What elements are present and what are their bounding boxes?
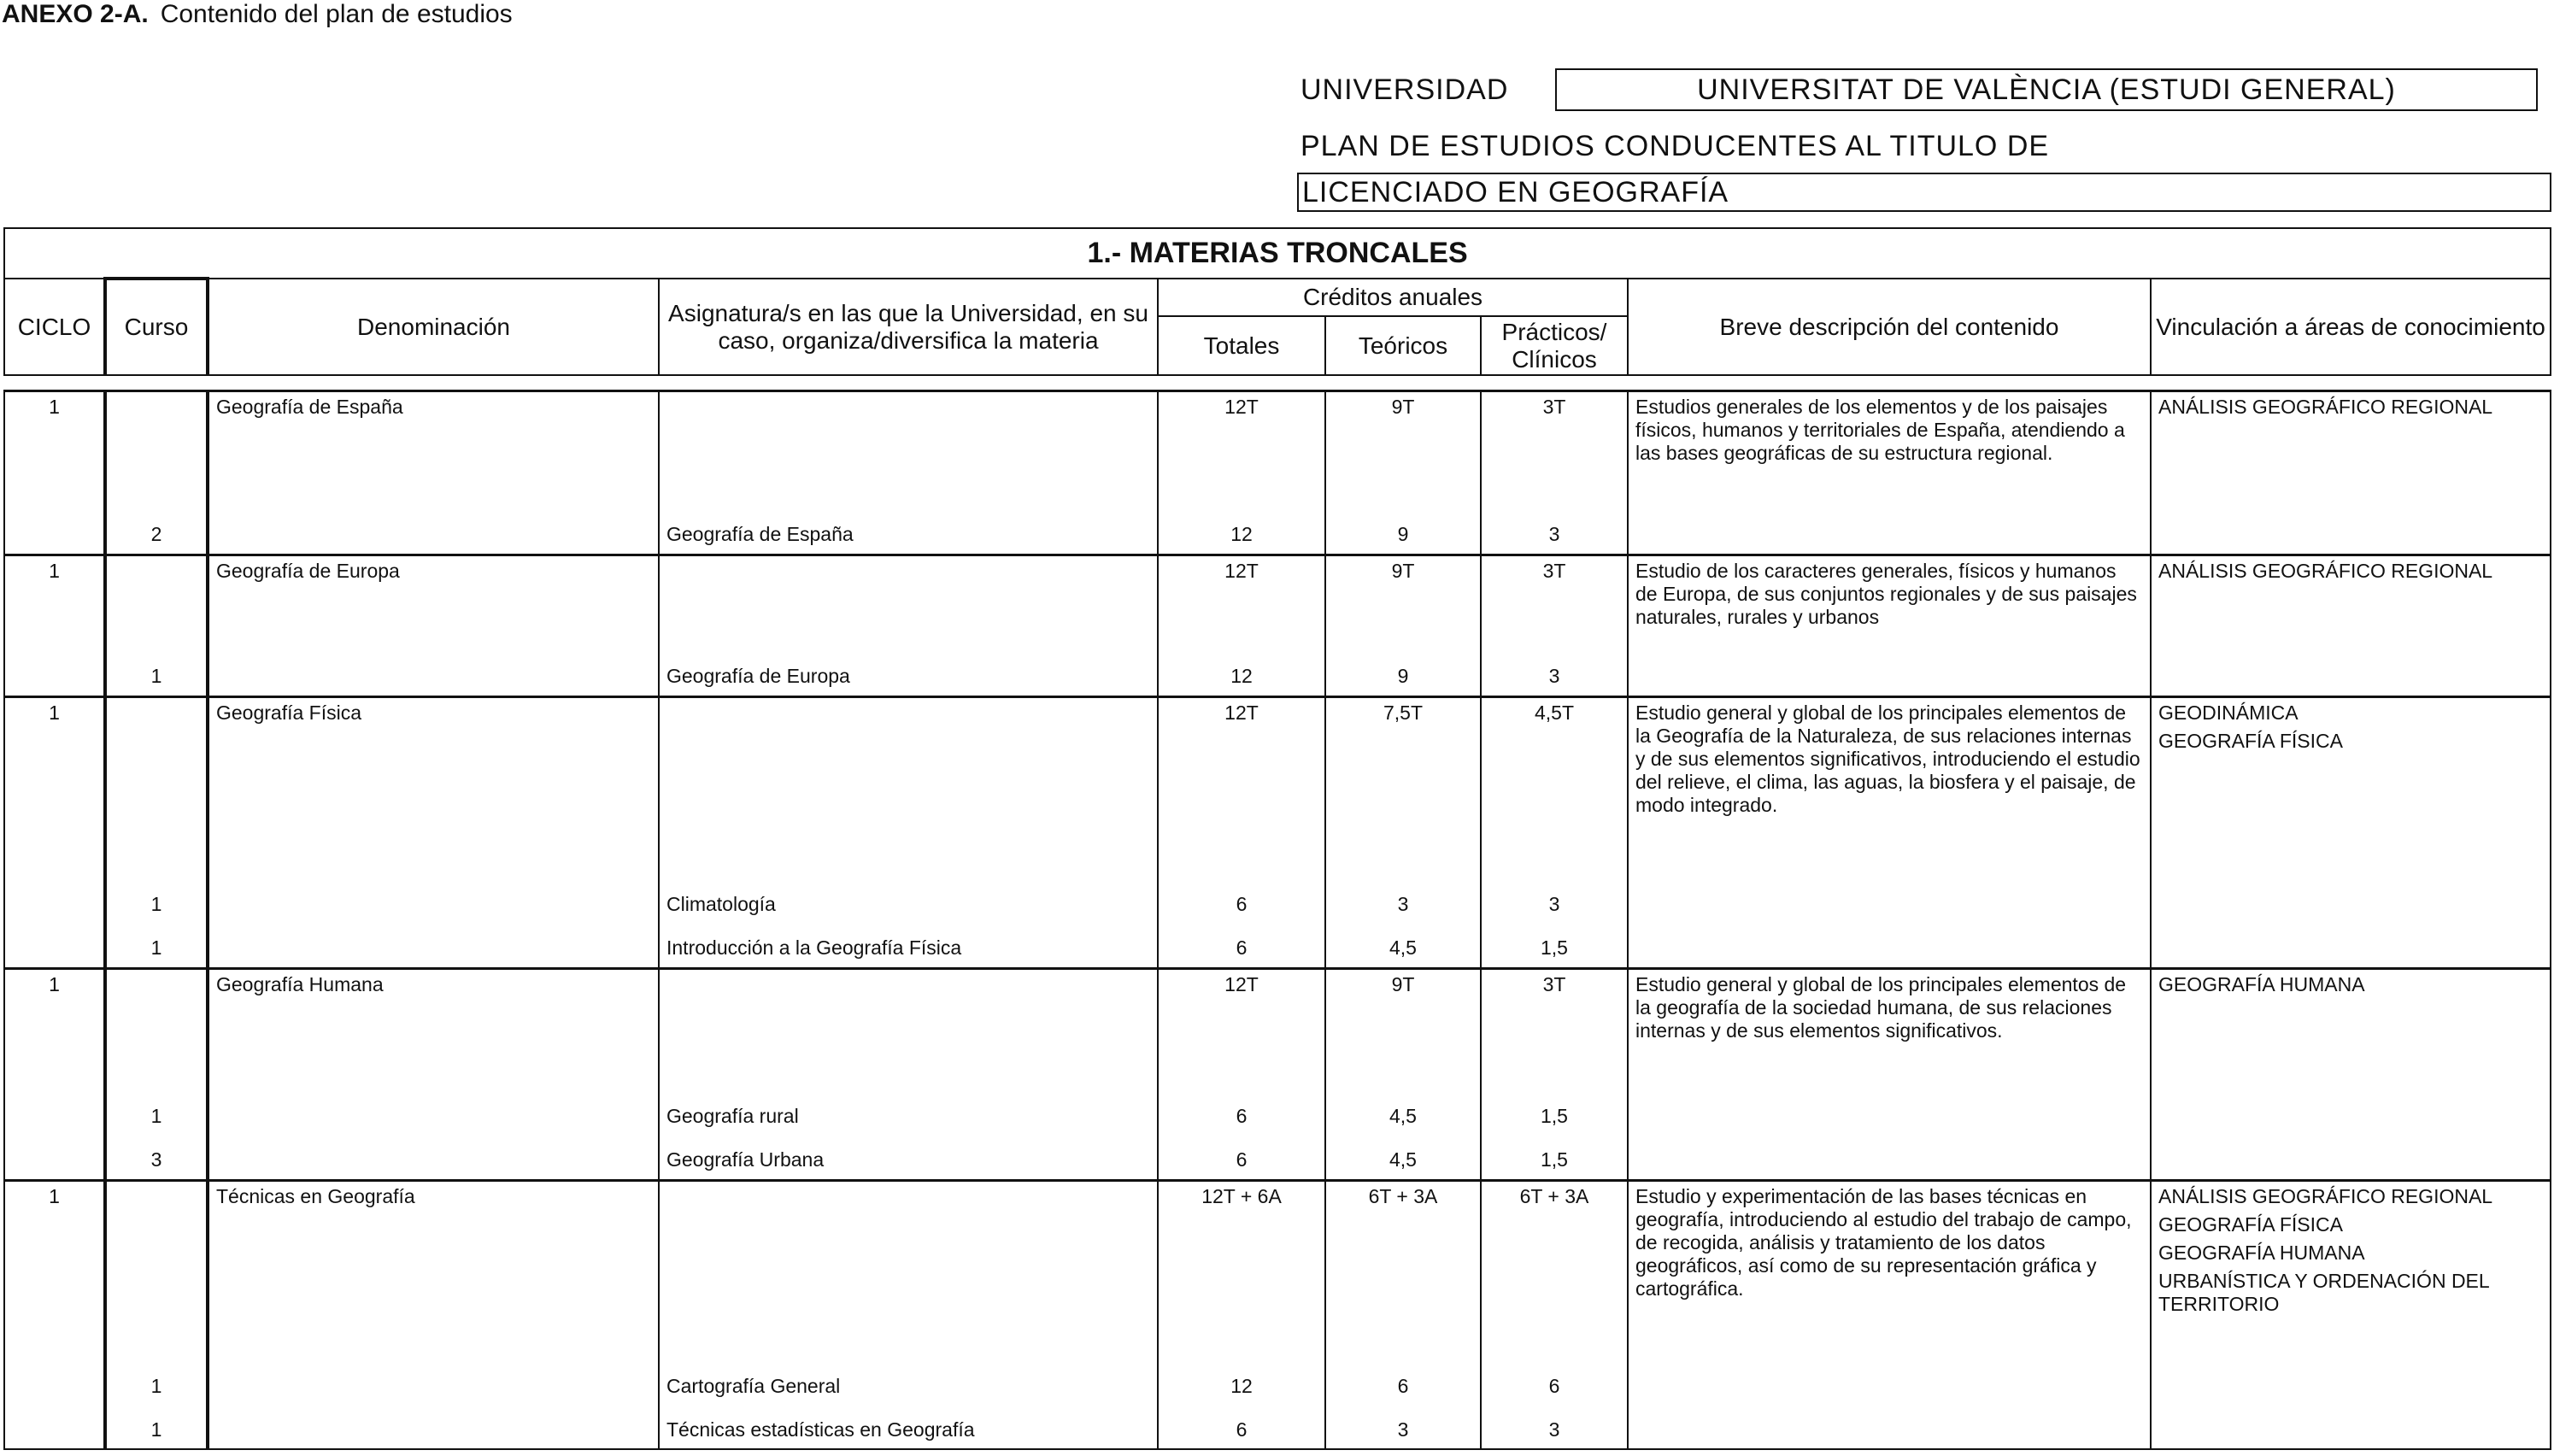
practicos-cell: 4,5T <box>1481 697 1628 880</box>
denominacion-cell: Geografía Humana <box>208 969 659 1092</box>
col-creditos: Créditos anuales <box>1158 279 1628 316</box>
totales-cell: 6 <box>1158 1092 1325 1142</box>
totales-cell: 6 <box>1158 880 1325 930</box>
totales-cell: 12 <box>1158 658 1325 697</box>
ciclo-cell <box>4 1412 105 1449</box>
table-header <box>3 227 2551 376</box>
col-asignaturas: Asignatura/s en las que la Universidad, en su caso, organiza/diversifica la materia <box>659 279 1158 375</box>
degree-title: LICENCIADO EN GEOGRAFÍA <box>1297 173 2551 212</box>
vinculacion-cell <box>2151 555 2551 697</box>
vinculacion-cell <box>2151 1181 2551 1449</box>
curso-cell: 1 <box>105 658 208 697</box>
materia-row <box>4 969 2551 1092</box>
teoricos-cell: 6 <box>1325 1362 1481 1412</box>
practicos-cell: 1,5 <box>1481 930 1628 969</box>
asignatura-cell <box>659 391 1158 516</box>
practicos-cell: 6 <box>1481 1362 1628 1412</box>
asignatura-cell: Geografía de España <box>659 516 1158 555</box>
totales-cell: 6 <box>1158 1142 1325 1181</box>
university-name: UNIVERSITAT DE VALÈNCIA (ESTUDI GENERAL) <box>1555 68 2538 111</box>
annex-code: ANEXO 2-A. <box>2 0 149 28</box>
materia-row <box>4 697 2551 880</box>
area-label: ANÁLISIS GEOGRÁFICO REGIONAL <box>2158 1185 2493 1207</box>
practicos-cell: 3 <box>1481 658 1628 697</box>
area-label: GEOGRAFÍA HUMANA <box>2158 973 2365 995</box>
area-label: URBANÍSTICA Y ORDENACIÓN DEL TERRITORIO <box>2158 1270 2489 1315</box>
ciclo-cell: 1 <box>4 1181 105 1362</box>
descripcion-cell: Estudio general y global de los principales elementos de la Geografía de la Naturaleza, de sus relaciones internas y de sus elementos significativos, introduciendo el estudio del relieve, el clima, las aguas, la biosfera y el paisaje, de modo integrado. <box>1628 697 2151 969</box>
practicos-cell: 6T + 3A <box>1481 1181 1628 1362</box>
practicos-cell: 1,5 <box>1481 1092 1628 1142</box>
curso-cell: 1 <box>105 930 208 969</box>
annex-heading <box>2 0 513 29</box>
totales-cell: 6 <box>1158 1412 1325 1449</box>
section-title: 1.- MATERIAS TRONCALES <box>4 228 2551 279</box>
denominacion-cell <box>208 1142 659 1181</box>
annex-title: Contenido del plan de estudios <box>160 0 513 28</box>
col-curso: Curso <box>105 279 208 375</box>
teoricos-cell: 3 <box>1325 880 1481 930</box>
asignatura-cell <box>659 697 1158 880</box>
totales-cell: 12T <box>1158 391 1325 516</box>
totales-cell: 12T <box>1158 555 1325 658</box>
totales-cell: 12 <box>1158 1362 1325 1412</box>
totales-cell: 12 <box>1158 516 1325 555</box>
asignatura-cell: Técnicas estadísticas en Geografía <box>659 1412 1158 1449</box>
curso-cell <box>105 1181 208 1362</box>
curso-cell <box>105 969 208 1092</box>
materia-row <box>4 391 2551 516</box>
practicos-cell: 3T <box>1481 391 1628 516</box>
ciclo-cell: 1 <box>4 391 105 516</box>
curso-cell <box>105 555 208 658</box>
curso-cell: 1 <box>105 1092 208 1142</box>
col-totales: Totales <box>1158 316 1325 375</box>
denominacion-cell: Geografía de España <box>208 391 659 516</box>
asignatura-cell: Geografía Urbana <box>659 1142 1158 1181</box>
denominacion-cell <box>208 658 659 697</box>
teoricos-cell: 4,5 <box>1325 1142 1481 1181</box>
curso-cell: 1 <box>105 1362 208 1412</box>
ciclo-cell: 1 <box>4 555 105 658</box>
asignatura-cell <box>659 555 1158 658</box>
area-label: GEOGRAFÍA HUMANA <box>2158 1242 2365 1264</box>
denominacion-cell <box>208 880 659 930</box>
vinculacion-cell <box>2151 697 2551 969</box>
curso-cell <box>105 697 208 880</box>
denominacion-cell <box>208 516 659 555</box>
asignatura-cell <box>659 1181 1158 1362</box>
teoricos-cell: 9 <box>1325 516 1481 555</box>
denominacion-cell <box>208 1092 659 1142</box>
col-ciclo: CICLO <box>4 279 105 375</box>
vinculacion-cell <box>2151 969 2551 1181</box>
col-descripcion: Breve descripción del contenido <box>1628 279 2151 375</box>
teoricos-cell: 7,5T <box>1325 697 1481 880</box>
teoricos-cell: 4,5 <box>1325 930 1481 969</box>
vinculacion-cell <box>2151 391 2551 555</box>
denominacion-cell <box>208 1362 659 1412</box>
curso-cell: 2 <box>105 516 208 555</box>
descripcion-cell: Estudios generales de los elementos y de los paisajes físicos, humanos y territoriales de España, atendiendo a las bases geográficas de su estructura regional. <box>1628 391 2151 555</box>
teoricos-cell: 9T <box>1325 969 1481 1092</box>
curso-cell: 3 <box>105 1142 208 1181</box>
teoricos-cell: 9 <box>1325 658 1481 697</box>
area-label: GEOGRAFÍA FÍSICA <box>2158 1213 2343 1236</box>
practicos-cell: 1,5 <box>1481 1142 1628 1181</box>
teoricos-cell: 4,5 <box>1325 1092 1481 1142</box>
denominacion-cell: Geografía Física <box>208 697 659 880</box>
materias-table <box>3 390 2551 1450</box>
area-label: ANÁLISIS GEOGRÁFICO REGIONAL <box>2158 396 2493 418</box>
ciclo-cell <box>4 1092 105 1142</box>
materia-row <box>4 555 2551 658</box>
ciclo-cell <box>4 930 105 969</box>
ciclo-cell: 1 <box>4 969 105 1092</box>
practicos-cell: 3 <box>1481 880 1628 930</box>
col-vinculacion: Vinculación a áreas de conocimiento <box>2151 279 2551 375</box>
curso-cell: 1 <box>105 1412 208 1449</box>
col-denominacion: Denominación <box>208 279 659 375</box>
teoricos-cell: 6T + 3A <box>1325 1181 1481 1362</box>
area-label: GEOGRAFÍA FÍSICA <box>2158 730 2343 752</box>
plan-label: PLAN DE ESTUDIOS CONDUCENTES AL TITULO DE <box>1300 130 2050 162</box>
practicos-cell: 3T <box>1481 555 1628 658</box>
university-label: UNIVERSIDAD <box>1300 73 1509 106</box>
asignatura-cell: Introducción a la Geografía Física <box>659 930 1158 969</box>
totales-cell: 12T <box>1158 969 1325 1092</box>
practicos-cell: 3 <box>1481 1412 1628 1449</box>
materia-row <box>4 1181 2551 1362</box>
totales-cell: 12T + 6A <box>1158 1181 1325 1362</box>
totales-cell: 6 <box>1158 930 1325 969</box>
area-label: GEODINÁMICA <box>2158 702 2299 724</box>
curso-cell <box>105 391 208 516</box>
denominacion-cell <box>208 930 659 969</box>
ciclo-cell: 1 <box>4 697 105 880</box>
descripcion-cell: Estudio de los caracteres generales, físicos y humanos de Europa, de sus conjuntos regionales y de sus paisajes naturales, rurales y urbanos <box>1628 555 2151 697</box>
col-teoricos: Teóricos <box>1325 316 1481 375</box>
asignatura-cell: Geografía de Europa <box>659 658 1158 697</box>
asignatura-cell: Climatología <box>659 880 1158 930</box>
descripcion-cell: Estudio general y global de los principales elementos de la geografía de la sociedad humana, de sus relaciones internas y de sus elementos significativos. <box>1628 969 2151 1181</box>
denominacion-cell: Técnicas en Geografía <box>208 1181 659 1362</box>
teoricos-cell: 9T <box>1325 391 1481 516</box>
area-label: ANÁLISIS GEOGRÁFICO REGIONAL <box>2158 560 2493 582</box>
denominacion-cell <box>208 1412 659 1449</box>
descripcion-cell: Estudio y experimentación de las bases técnicas en geografía, introduciendo al estudio del trabajo de campo, de recogida, análisis y tratamiento de los datos geográficos, así como de su representación gráfica y cartográfica. <box>1628 1181 2151 1449</box>
asignatura-cell <box>659 969 1158 1092</box>
curso-cell: 1 <box>105 880 208 930</box>
totales-cell: 12T <box>1158 697 1325 880</box>
teoricos-cell: 3 <box>1325 1412 1481 1449</box>
ciclo-cell <box>4 658 105 697</box>
ciclo-cell <box>4 880 105 930</box>
ciclo-cell <box>4 1142 105 1181</box>
ciclo-cell <box>4 516 105 555</box>
ciclo-cell <box>4 1362 105 1412</box>
asignatura-cell: Geografía rural <box>659 1092 1158 1142</box>
teoricos-cell: 9T <box>1325 555 1481 658</box>
col-practicos: Prácticos/ Clínicos <box>1481 316 1628 375</box>
practicos-cell: 3 <box>1481 516 1628 555</box>
denominacion-cell: Geografía de Europa <box>208 555 659 658</box>
asignatura-cell: Cartografía General <box>659 1362 1158 1412</box>
practicos-cell: 3T <box>1481 969 1628 1092</box>
